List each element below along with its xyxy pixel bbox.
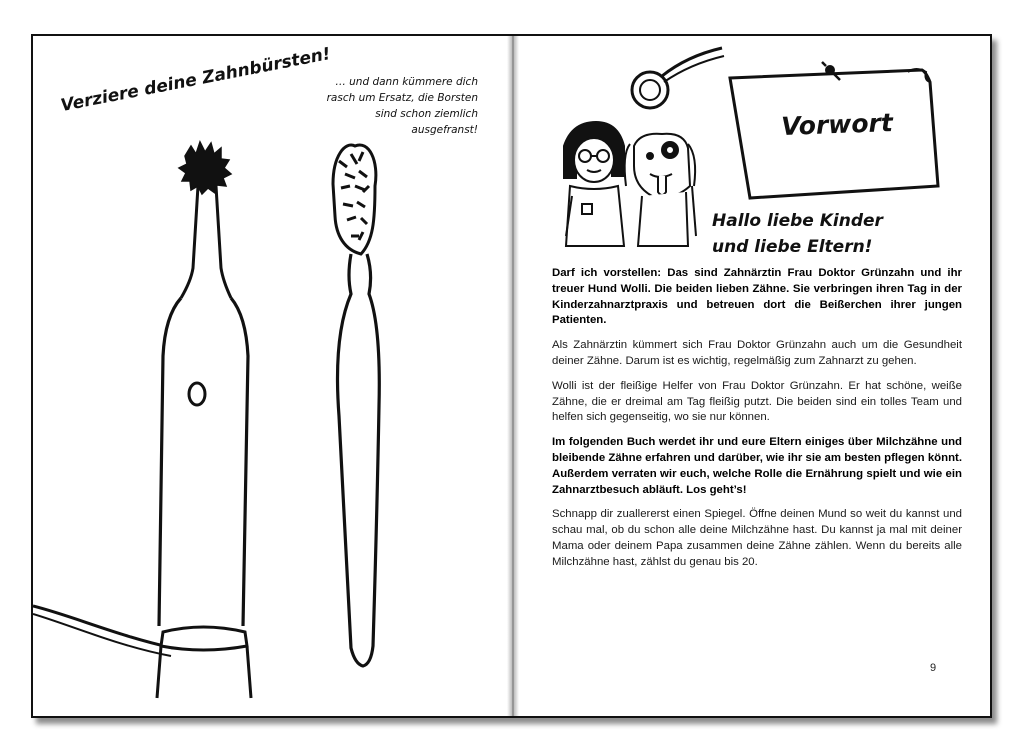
dentist-character: [564, 122, 624, 246]
greeting-line: Hallo liebe Kinder: [712, 211, 883, 231]
charger-cable: [33, 606, 173, 648]
dog-character: [625, 134, 696, 246]
left-page-note: [308, 74, 478, 138]
body-text: [552, 266, 962, 580]
book-spread: [31, 34, 992, 718]
left-page-title: Verziere deine Zahnbürsten!: [59, 44, 333, 116]
paragraph: Schnapp dir zuallererst einen Spiegel. Öffne deinen Mund so weit du kannst und schau mal, ob du schon alle deine Milchzähne hast. Du kannst ja mal mit deiner Mama oder deinem Papa zusammen deine Zähne zählen. Wenn du bereits alle Milchzähne hast, zählst du genau bis 20.: [552, 508, 962, 568]
note-line: sind schon ziemlich ausgefranst!: [375, 108, 478, 136]
dental-mirror-icon: [632, 48, 724, 108]
left-page: [33, 36, 512, 716]
paragraph: Wolli ist der fleißige Helfer von Frau Doktor Grünzahn. Er hat schöne, weiße Zähne, die er dreimal am Tag fleißig putzt. Die beiden sind ein tolles Team und helfen sich gegenseitig, wo sie nur können.: [552, 379, 962, 424]
paragraph: Im folgenden Buch werdet ihr und eure Eltern einiges über Milchzähne und bleibende Zähne erfahren und darüber, wie ihr sie am besten pflegen könnt. Außerdem verraten wir euch, welche Rolle die Ernährung spielt und wie ein Zahnarztbesuch abläuft. Los geht’s!: [552, 436, 962, 496]
greeting-line: und liebe Eltern!: [712, 237, 873, 257]
toothbrush-illustration: [33, 36, 512, 716]
paragraph: Darf ich vorstellen: Das sind Zahnärztin Frau Doktor Grünzahn und ihr treuer Hund Wolli. Die beiden lieben Zähne. Sie verbringen ihren Tag in der Kinderzahnarztpraxis und betreuen dort die Beißerchen ihrer jungen Patienten.: [552, 267, 962, 327]
sign-title: Vorwort: [780, 108, 894, 141]
page-number: 9: [930, 662, 937, 674]
electric-toothbrush-icon: [157, 142, 251, 698]
book-gutter: [507, 36, 519, 716]
paragraph: Als Zahnärztin kümmert sich Frau Doktor Grünzahn auch um die Gesundheit deiner Zähne. Darum ist es wichtig, regelmäßig zum Zahnarzt zu gehen.: [552, 339, 962, 367]
note-line: … und dann kümmere dich: [335, 76, 478, 88]
greeting: [712, 208, 883, 260]
note-line: rasch um Ersatz, die Borsten: [326, 92, 478, 104]
manual-toothbrush-icon: [333, 145, 379, 666]
right-page: [512, 36, 990, 716]
